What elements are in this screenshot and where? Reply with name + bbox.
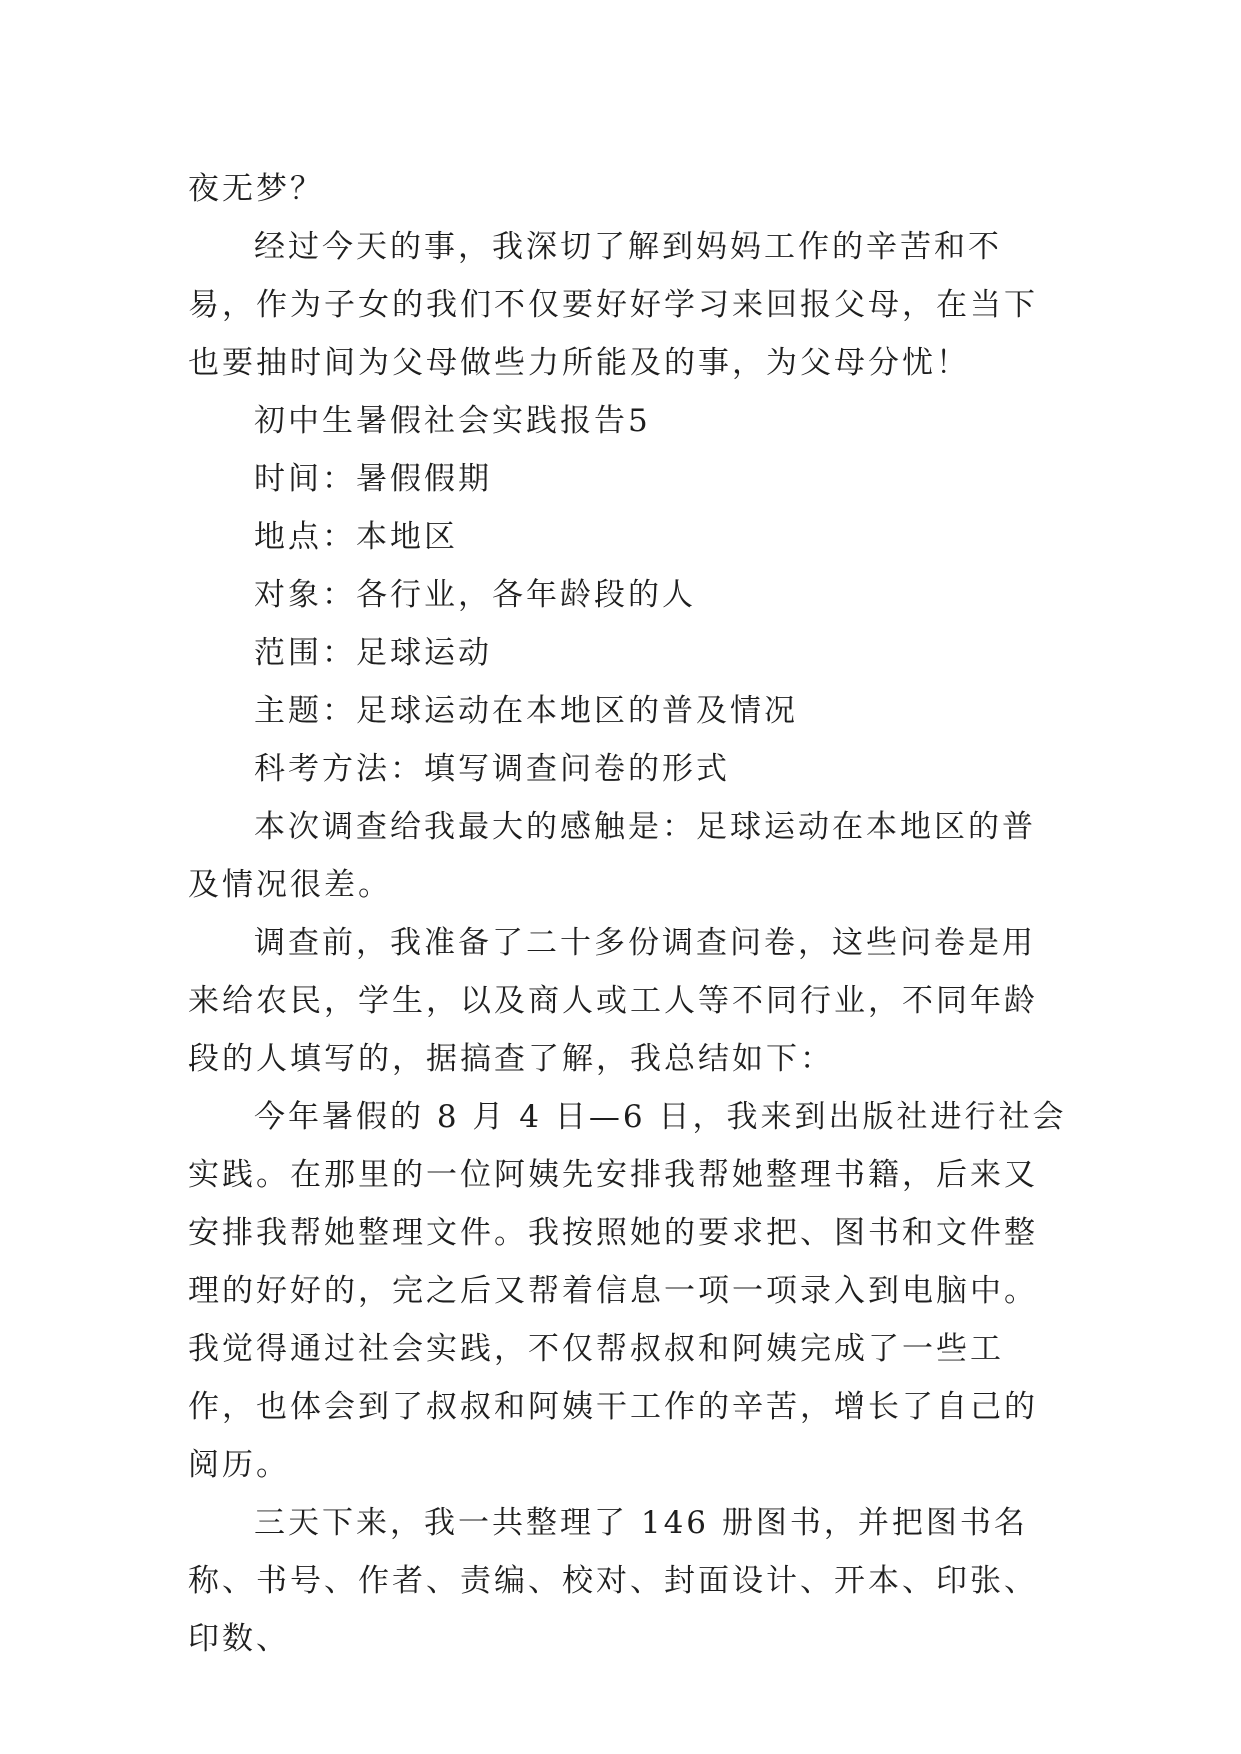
paragraph-finding: 本次调查给我最大的感触是：足球运动在本地区的普及情况很差。 [188,809,1036,903]
paragraph-preparation: 调查前，我准备了二十多份调查问卷，这些问卷是用来给农民，学生，以及商人或工人等不同行业，不同年龄段的人填写的，据搞查了解，我总结如下： [188,925,1038,1077]
field-method: 科考方法：填写调查问卷的形式 [254,751,730,787]
report-heading: 初中生暑假社会实践报告5 [254,403,651,439]
field-subjects: 对象：各行业，各年龄段的人 [254,577,696,613]
paragraph-continuation: 夜无梦？ [188,171,324,207]
paragraph-reflection: 经过今天的事，我深切了解到妈妈工作的辛苦和不易，作为子女的我们不仅要好好学习来回报父母，在当下也要抽时间为父母做些力所能及的事，为父母分忧！ [188,229,1038,381]
paragraph-practice: 今年暑假的 8 月 4 日—6 日，我来到出版社进行社会实践。在那里的一位阿姨先安排我帮她整理书籍，后来又安排我帮她整理文件。我按照她的要求把、图书和文件整理的好好的，完之后又帮着信息一项一项录入到电脑中。我觉得通过社会实践，不仅帮叔叔和阿姨完成了一些工作，也体会到了叔叔和阿姨干工作的辛苦，增长了自己的阅历。 [188,1099,1067,1483]
field-scope: 范围：足球运动 [254,635,492,671]
paragraph-summary: 三天下来，我一共整理了 146 册图书，并把图书名称、书号、作者、责编、校对、封面设计、开本、印张、印数、 [188,1505,1038,1657]
field-theme: 主题：足球运动在本地区的普及情况 [254,693,798,729]
document-body [188,160,1068,1668]
field-time: 时间：暑假假期 [254,461,492,497]
field-location: 地点：本地区 [254,519,458,555]
